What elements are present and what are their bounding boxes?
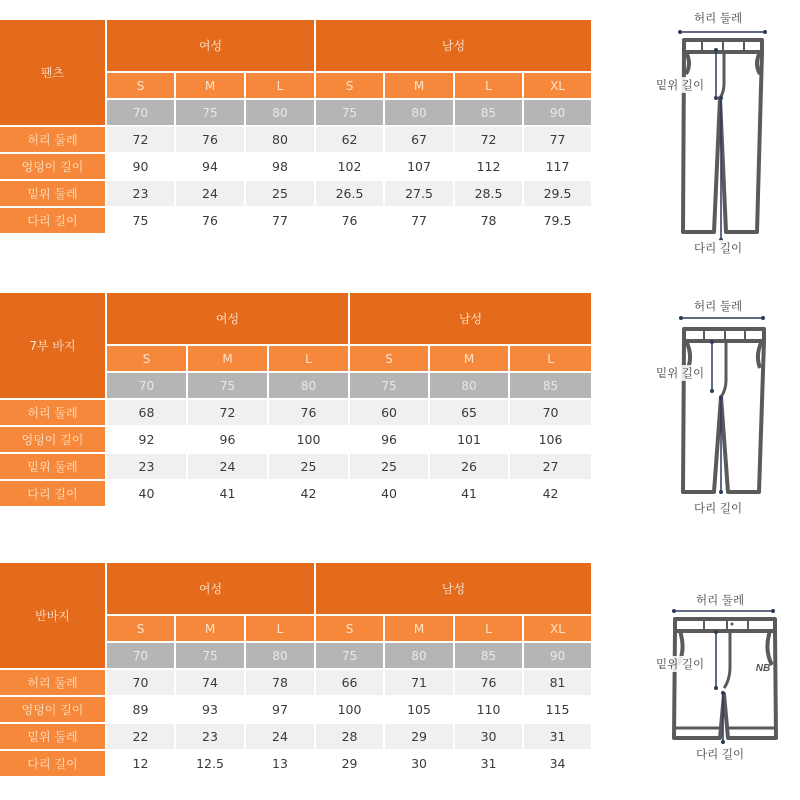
size-header: S (107, 616, 176, 643)
row-label: 허리 둘레 (0, 670, 107, 697)
cell: 29 (316, 751, 385, 778)
size-header: XL (524, 73, 591, 100)
men-header: 남성 (316, 563, 591, 616)
size-header: L (269, 346, 350, 373)
men-header: 남성 (350, 293, 591, 346)
women-header: 여성 (107, 293, 350, 346)
leg-label: 다리 길이 (694, 501, 743, 515)
cell: 12.5 (176, 751, 246, 778)
category-label: 반바지 (0, 563, 107, 670)
table-row (0, 427, 591, 454)
cell: 24 (246, 724, 316, 751)
cell: 29.5 (524, 181, 591, 208)
leg-label: 다리 길이 (696, 747, 745, 761)
long-pants-icon (620, 0, 800, 270)
cell: 23 (176, 724, 246, 751)
waist-label: 허리 둘레 (694, 11, 743, 25)
waist-size: 75 (316, 643, 385, 670)
cell: 77 (246, 208, 316, 235)
cell: 110 (455, 697, 524, 724)
rise-label: 밑위 길이 (656, 657, 705, 671)
cell: 66 (316, 670, 385, 697)
cell: 90 (107, 154, 176, 181)
waist-size: 80 (246, 100, 316, 127)
cell: 23 (107, 454, 188, 481)
cell: 70 (510, 400, 591, 427)
cell: 97 (246, 697, 316, 724)
row-label: 허리 둘레 (0, 127, 107, 154)
row-label: 엉덩이 길이 (0, 154, 107, 181)
women-header: 여성 (107, 563, 316, 616)
cell: 40 (107, 481, 188, 508)
waist-size: 75 (350, 373, 430, 400)
table-row (0, 454, 591, 481)
women-header: 여성 (107, 20, 316, 73)
cell: 67 (385, 127, 455, 154)
cell: 100 (269, 427, 350, 454)
row-label: 밑위 둘레 (0, 724, 107, 751)
rise-label: 밑위 길이 (656, 78, 705, 92)
waist-size: 75 (316, 100, 385, 127)
row-label: 다리 길이 (0, 208, 107, 235)
cell: 100 (316, 697, 385, 724)
cell: 41 (188, 481, 269, 508)
table-row (0, 697, 591, 724)
size-table-pants (0, 20, 591, 235)
waist-size: 80 (385, 643, 455, 670)
cropped-pants-icon (620, 280, 800, 520)
cell: 29 (385, 724, 455, 751)
cell: 60 (350, 400, 430, 427)
size-header: L (455, 73, 524, 100)
waist-size: 75 (176, 643, 246, 670)
cell: 106 (510, 427, 591, 454)
waist-size: 85 (455, 100, 524, 127)
cell: 76 (269, 400, 350, 427)
cell: 80 (246, 127, 316, 154)
cell: 26.5 (316, 181, 385, 208)
table-row (0, 400, 591, 427)
cell: 28.5 (455, 181, 524, 208)
row-label: 밑위 둘레 (0, 181, 107, 208)
waist-size: 80 (385, 100, 455, 127)
cell: 76 (455, 670, 524, 697)
table-row (0, 481, 591, 508)
size-header: S (107, 73, 176, 100)
cell: 75 (107, 208, 176, 235)
cell: 31 (524, 724, 591, 751)
size-header: S (107, 346, 188, 373)
cell: 102 (316, 154, 385, 181)
cell: 78 (246, 670, 316, 697)
cell: 34 (524, 751, 591, 778)
cell: 70 (107, 670, 176, 697)
size-header: M (385, 616, 455, 643)
cell: 79.5 (524, 208, 591, 235)
cell: 94 (176, 154, 246, 181)
waist-size: 70 (107, 373, 188, 400)
size-header: L (246, 73, 316, 100)
cell: 12 (107, 751, 176, 778)
row-label: 밑위 둘레 (0, 454, 107, 481)
size-table-cropped-pants (0, 293, 591, 508)
row-label: 엉덩이 길이 (0, 427, 107, 454)
long-pants-diagram (620, 0, 800, 270)
cell: 92 (107, 427, 188, 454)
cell: 72 (455, 127, 524, 154)
cell: 77 (524, 127, 591, 154)
table-row (0, 181, 591, 208)
cell: 62 (316, 127, 385, 154)
cell: 101 (430, 427, 510, 454)
cell: 31 (455, 751, 524, 778)
row-label: 다리 길이 (0, 481, 107, 508)
waist-label: 허리 둘레 (694, 299, 743, 313)
waist-size: 80 (269, 373, 350, 400)
size-header: L (510, 346, 591, 373)
cell: 78 (455, 208, 524, 235)
cell: 72 (188, 400, 269, 427)
table-row (0, 154, 591, 181)
cell: 96 (188, 427, 269, 454)
cell: 74 (176, 670, 246, 697)
waist-size: 70 (107, 643, 176, 670)
table-row (0, 127, 591, 154)
table-row (0, 724, 591, 751)
waist-size: 85 (510, 373, 591, 400)
size-header: L (246, 616, 316, 643)
nb-logo-icon: NB (755, 663, 771, 674)
cell: 30 (385, 751, 455, 778)
size-header: S (350, 346, 430, 373)
cell: 81 (524, 670, 591, 697)
waist-size: 80 (430, 373, 510, 400)
cell: 27 (510, 454, 591, 481)
size-header: M (385, 73, 455, 100)
leg-label: 다리 길이 (694, 241, 743, 255)
cell: 42 (269, 481, 350, 508)
cell: 107 (385, 154, 455, 181)
size-header: M (176, 73, 246, 100)
cell: 26 (430, 454, 510, 481)
cropped-pants-diagram (620, 280, 800, 520)
size-table-shorts (0, 563, 591, 778)
table-row (0, 751, 591, 778)
cell: 76 (176, 127, 246, 154)
cell: 76 (316, 208, 385, 235)
cell: 115 (524, 697, 591, 724)
waist-size: 80 (246, 643, 316, 670)
cell: 28 (316, 724, 385, 751)
cell: 93 (176, 697, 246, 724)
size-header: M (430, 346, 510, 373)
cell: 30 (455, 724, 524, 751)
cell: 71 (385, 670, 455, 697)
waist-size: 90 (524, 643, 591, 670)
waist-size: 75 (176, 100, 246, 127)
cell: 23 (107, 181, 176, 208)
men-header: 남성 (316, 20, 591, 73)
waist-size: 85 (455, 643, 524, 670)
cell: 76 (176, 208, 246, 235)
size-header: XL (524, 616, 591, 643)
cell: 112 (455, 154, 524, 181)
cell: 105 (385, 697, 455, 724)
cell: 41 (430, 481, 510, 508)
category-label: 7부 바지 (0, 293, 107, 400)
rise-label: 밑위 길이 (656, 366, 705, 380)
cell: 25 (269, 454, 350, 481)
cell: 77 (385, 208, 455, 235)
waist-label: 허리 둘레 (696, 593, 745, 607)
size-header: S (316, 73, 385, 100)
cell: 117 (524, 154, 591, 181)
size-header: M (188, 346, 269, 373)
cell: 98 (246, 154, 316, 181)
cell: 68 (107, 400, 188, 427)
size-header: L (455, 616, 524, 643)
row-label: 허리 둘레 (0, 400, 107, 427)
category-label: 팬츠 (0, 20, 107, 127)
waist-size: 90 (524, 100, 591, 127)
cell: 65 (430, 400, 510, 427)
cell: 96 (350, 427, 430, 454)
table-row (0, 208, 591, 235)
cell: 24 (176, 181, 246, 208)
table-row (0, 670, 591, 697)
shorts-diagram (620, 570, 800, 800)
cell: 72 (107, 127, 176, 154)
cell: 25 (350, 454, 430, 481)
cell: 27.5 (385, 181, 455, 208)
cell: 22 (107, 724, 176, 751)
cell: 24 (188, 454, 269, 481)
waist-size: 70 (107, 100, 176, 127)
waist-size: 75 (188, 373, 269, 400)
size-header: M (176, 616, 246, 643)
row-label: 엉덩이 길이 (0, 697, 107, 724)
row-label: 다리 길이 (0, 751, 107, 778)
cell: 42 (510, 481, 591, 508)
cell: 13 (246, 751, 316, 778)
cell: 40 (350, 481, 430, 508)
cell: 89 (107, 697, 176, 724)
size-header: S (316, 616, 385, 643)
cell: 25 (246, 181, 316, 208)
